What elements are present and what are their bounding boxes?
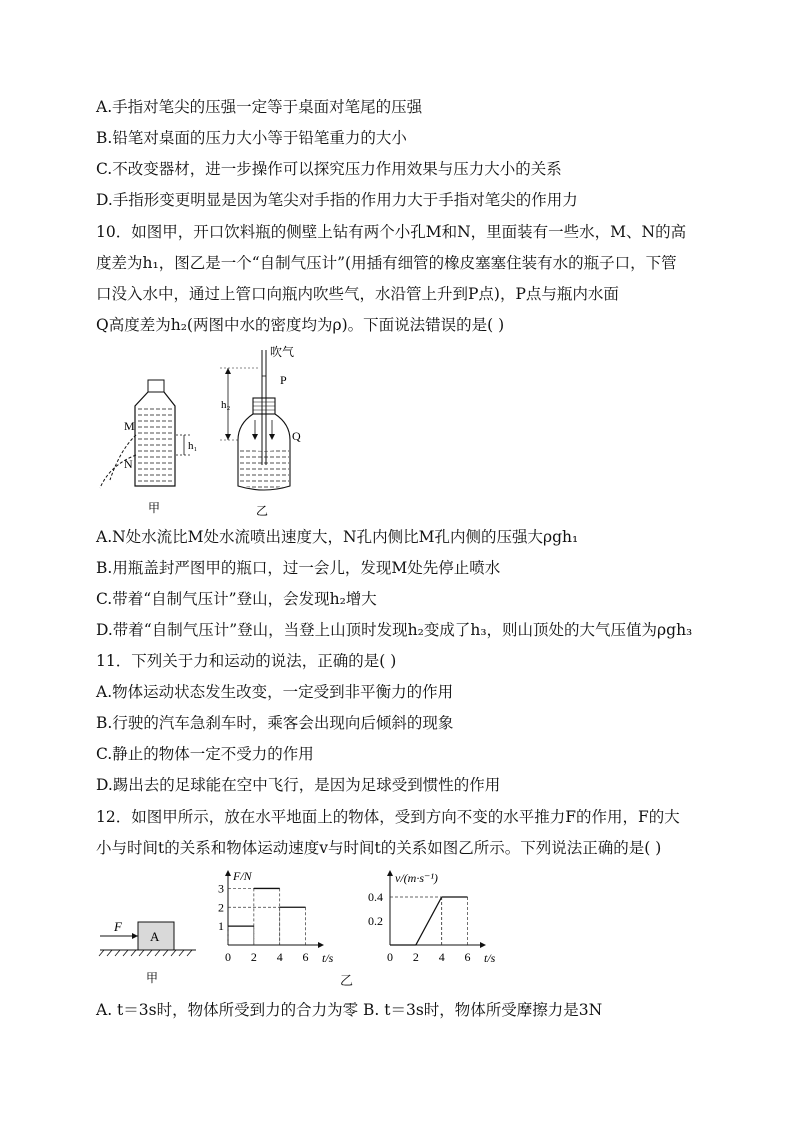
q10-option-a: A.N处水流比M处水流喷出速度大，N孔内侧比M孔内侧的压强大ρgh₁ (96, 528, 579, 546)
q9-option-c: C.不改变器材，进一步操作可以探究压力作用效果与压力大小的关系 (96, 160, 562, 178)
label-m: M (124, 419, 135, 433)
q9-option-d: D.手指形变更明显是因为笔尖对手指的作用力大于手指对笔尖的作用力 (96, 191, 578, 209)
label-n: N (124, 457, 133, 471)
v-y-arrow (387, 870, 393, 876)
q11-option-c: C.静止的物体一定不受力的作用 (96, 745, 314, 763)
bottle-jia (100, 380, 190, 488)
q10-option-c: C.带着“自制气压计”登山，会发现h₂增大 (96, 590, 377, 608)
q12-options-ab: A. t＝3s时，物体所受到力的合力为零 B. t＝3s时，物体所受摩擦力是3N (96, 1001, 603, 1019)
label-f: F (114, 919, 122, 934)
q12-block-figure (96, 905, 206, 990)
caption-jia: 甲 (148, 501, 161, 515)
q12-caption-yi: 乙 (340, 974, 354, 989)
v-chart-x-tick: 4 (438, 950, 445, 964)
force-time-chart (210, 868, 345, 968)
q10-stem-line3: 口没入水中，通过上管口向瓶内吹些气，水沿管上升到P点)，P点与瓶内水面 (96, 285, 619, 303)
q11-option-d: D.踢出去的足球能在空中飞行，是因为足球受到惯性的作用 (96, 776, 501, 794)
q12-stem-line1: 12．如图甲所示，放在水平地面上的物体，受到方向不变的水平推力F的作用，F的大 (96, 808, 680, 826)
label-p: P (280, 373, 287, 387)
bottle-yi (220, 350, 290, 490)
v-chart-y-tick: 0.2 (368, 914, 383, 928)
q10-stem-line4: Q高度差为h₂(两图中水的密度均为ρ)。下面说法错误的是( ) (96, 316, 505, 334)
f-x-arrow (318, 942, 324, 948)
q9-option-a: A.手指对笔尖的压强一定等于桌面对笔尾的压强 (96, 98, 423, 116)
f-chart-y-tick: 1 (218, 919, 224, 934)
v-chart-x-tick: 0 (387, 950, 393, 964)
q10-option-b: B.用瓶盖封严图甲的瓶口，过一会儿，发现M处先停止喷水 (96, 559, 501, 577)
q12-stem-line2: 小与时间t的关系和物体运动速度v与时间t的关系如图乙所示。下列说法正确的是( ) (96, 839, 662, 857)
v-x-label: t/s (484, 951, 496, 965)
q11-option-b: B.行驶的汽车急刹车时，乘客会出现向后倾斜的现象 (96, 714, 454, 732)
v-y-label: v/(m·s⁻¹) (395, 871, 438, 885)
label-h1: h₁ (188, 440, 198, 452)
q10-figure (90, 340, 320, 520)
v-x-arrow (480, 942, 486, 948)
label-h2: h₂ (221, 399, 231, 411)
q9-option-b: B.铅笔对桌面的压力大小等于铅笔重力的大小 (96, 129, 407, 147)
velocity-time-chart (362, 868, 507, 968)
caption-yi: 乙 (256, 504, 269, 518)
f-chart-x-tick: 0 (225, 950, 231, 964)
f-chart-y-tick: 2 (218, 900, 224, 915)
v-chart-segment (416, 897, 442, 945)
label-q: Q (292, 429, 301, 443)
v-chart-y-tick: 0.4 (368, 890, 383, 904)
q10-option-d: D.带着“自制气压计”登山，当登上山顶时发现h₂变成了h₃，则山顶处的大气压值为ρgh₃ (96, 621, 693, 639)
v-chart-x-tick: 6 (464, 950, 471, 964)
f-x-label: t/s (322, 951, 334, 965)
f-y-label: F/N (233, 869, 252, 883)
v-chart-x-tick: 2 (412, 950, 419, 964)
q10-stem-line2: 度差为h₁，图乙是一个“自制气压计”(用插有细管的橡皮塞塞住装有水的瓶子口，下管 (96, 254, 677, 272)
f-chart-x-tick: 4 (276, 950, 283, 964)
label-blow: 吹气 (270, 345, 295, 359)
f-chart-x-tick: 2 (250, 950, 257, 964)
q11-stem: 11．下列关于力和运动的说法，正确的是( ) (96, 652, 397, 670)
f-y-arrow (225, 870, 231, 876)
q11-option-a: A.物体运动状态发生改变，一定受到非平衡力的作用 (96, 683, 454, 701)
q10-stem-line1: 10．如图甲，开口饮料瓶的侧壁上钻有两个小孔M和N，里面装有一些水，M、N的高 (96, 223, 687, 241)
caption-jia-q12: 甲 (146, 971, 159, 985)
f-chart-y-tick: 3 (218, 881, 224, 896)
f-chart-x-tick: 6 (302, 950, 309, 964)
label-a: A (150, 929, 160, 944)
